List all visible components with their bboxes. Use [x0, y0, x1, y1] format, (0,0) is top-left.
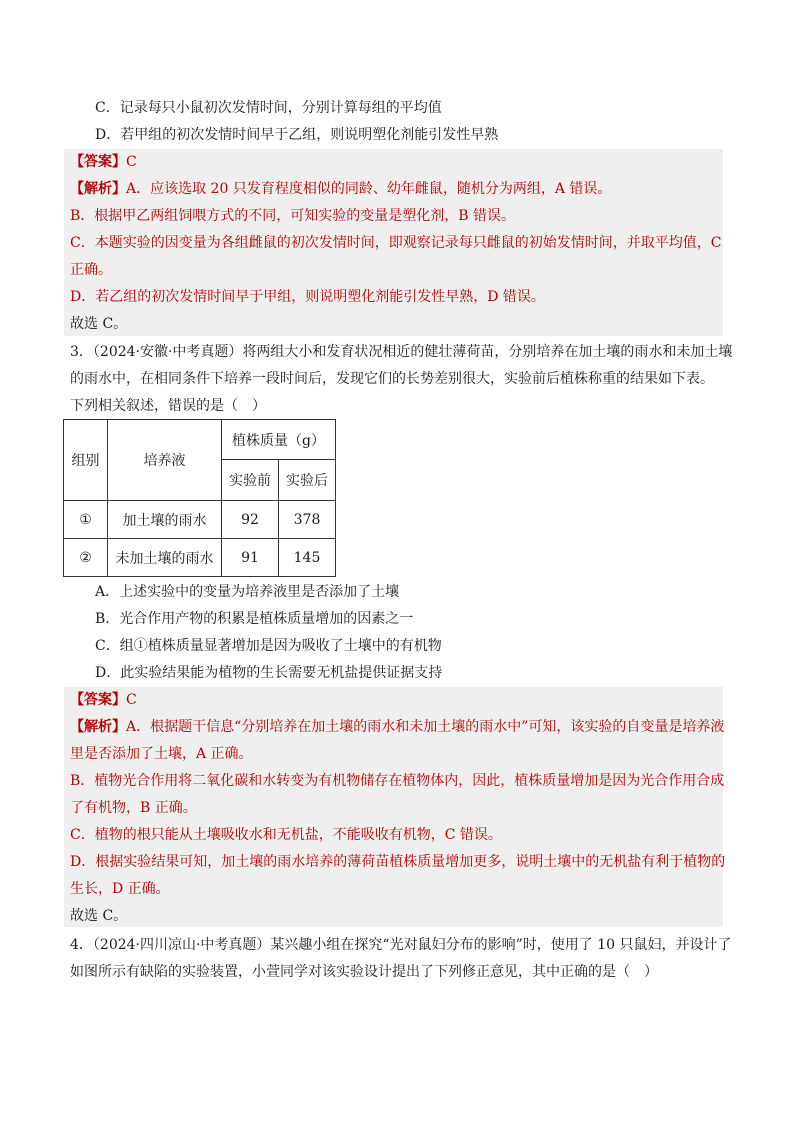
table-row: [64, 539, 336, 577]
q2-option-d: D．若甲组的初次发情时间早于乙组，则说明塑化剂能引发性早熟: [95, 127, 499, 143]
q3-analysis-1a: [70, 717, 724, 737]
q3-analysis-1b: 里是否添加了土壤，A 正确。: [70, 746, 253, 762]
cell-after: 145: [279, 539, 336, 577]
analysis-tag: 【解析】: [70, 181, 126, 197]
table-row: [64, 501, 336, 539]
analysis-tag: 【解析】: [70, 719, 126, 735]
cell-before: 92: [222, 501, 279, 539]
q3-analysis-2b: 了有机物，B 正确。: [70, 800, 197, 816]
q2-answer: [70, 152, 137, 172]
q3-stem-line-1: 3．（2024·安徽·中考真题）将两组大小和发育状况相近的健壮薄荷苗，分别培养在加土壤的雨水和未加土壤: [70, 344, 733, 360]
q3-analysis-4b: 生长，D 正确。: [70, 881, 170, 897]
q3-option-d: D．此实验结果能为植物的生长需要无机盐提供证据支持: [95, 665, 443, 681]
q2-analysis-4: D．若乙组的初次发情时间早于甲组，则说明塑化剂能引发性早熟，D 错误。: [70, 289, 545, 305]
header-after: 实验后: [279, 460, 336, 501]
q2-analysis-3b: 正确。: [70, 262, 112, 278]
header-plant-mass: 植株质量（g）: [222, 420, 336, 460]
q3-option-a: A．上述实验中的变量为培养液里是否添加了土壤: [95, 584, 400, 600]
q3-option-b: B．光合作用产物的积累是植株质量增加的因素之一: [95, 611, 414, 627]
q2-option-c: C．记录每只小鼠初次发情时间，分别计算每组的平均值: [95, 100, 442, 116]
answer-value: C: [126, 692, 137, 708]
q3-analysis-2a: B．植物光合作用将二氧化碳和水转变为有机物储存在植物体内，因此，植株质量增加是因为光合作用合成: [70, 773, 725, 789]
header-group: 组别: [64, 420, 108, 501]
q3-data-table: [63, 419, 336, 577]
q3-analysis-4a: D．根据实验结果可知，加土壤的雨水培养的薄荷苗植株质量增加更多，说明土壤中的无机盐有利于植物的: [70, 854, 726, 870]
q3-conclusion: 故选 C。: [70, 908, 128, 924]
cell-after: 378: [279, 501, 336, 539]
answer-tag: 【答案】: [70, 154, 126, 170]
answer-value: C: [126, 154, 137, 170]
q3-stem-line-3: 下列相关叙述，错误的是（ ）: [70, 398, 266, 414]
q3-stem-line-2: 的雨水中，在相同条件下培养一段时间后，发现它们的长势差别很大，实验前后植株称重的结果如下表。: [70, 371, 714, 387]
q4-stem-line-2: 如图所示有缺陷的实验装置，小萱同学对该实验设计提出了下列修正意见，其中正确的是（ ）: [70, 964, 658, 980]
header-before: 实验前: [222, 460, 279, 501]
q2-conclusion: 故选 C。: [70, 316, 128, 332]
header-solution: 培养液: [108, 420, 222, 501]
analysis-text: A．根据题干信息“分别培养在加土壤的雨水和未加土壤的雨水中”可知，该实验的自变量是培养液: [126, 719, 725, 735]
q4-stem-line-1: 4．（2024·四川凉山·中考真题）某兴趣小组在探究“光对鼠妇分布的影响”时，使用了 10 只鼠妇，并设计了: [70, 937, 732, 953]
cell-group: ②: [64, 539, 108, 577]
cell-solution: 加土壤的雨水: [108, 501, 222, 539]
analysis-text: A．应该选取 20 只发育程度相似的同龄、幼年雌鼠，随机分为两组，A 错误。: [126, 181, 612, 197]
cell-before: 91: [222, 539, 279, 577]
q3-option-c: C．组①植株质量显著增加是因为吸收了土壤中的有机物: [95, 638, 442, 654]
cell-group: ①: [64, 501, 108, 539]
q2-analysis-3a: C．本题实验的因变量为各组雌鼠的初次发情时间，即观察记录每只雌鼠的初始发情时间，并取平均值，C: [70, 235, 722, 251]
cell-solution: 未加土壤的雨水: [108, 539, 222, 577]
answer-tag: 【答案】: [70, 692, 126, 708]
q2-analysis-2: B．根据甲乙两组饲喂方式的不同，可知实验的变量是塑化剂，B 错误。: [70, 208, 516, 224]
q3-analysis-3: C．植物的根只能从土壤吸收水和无机盐，不能吸收有机物，C 错误。: [70, 827, 502, 843]
q3-answer: [70, 690, 137, 710]
q2-analysis-1: [70, 179, 611, 199]
